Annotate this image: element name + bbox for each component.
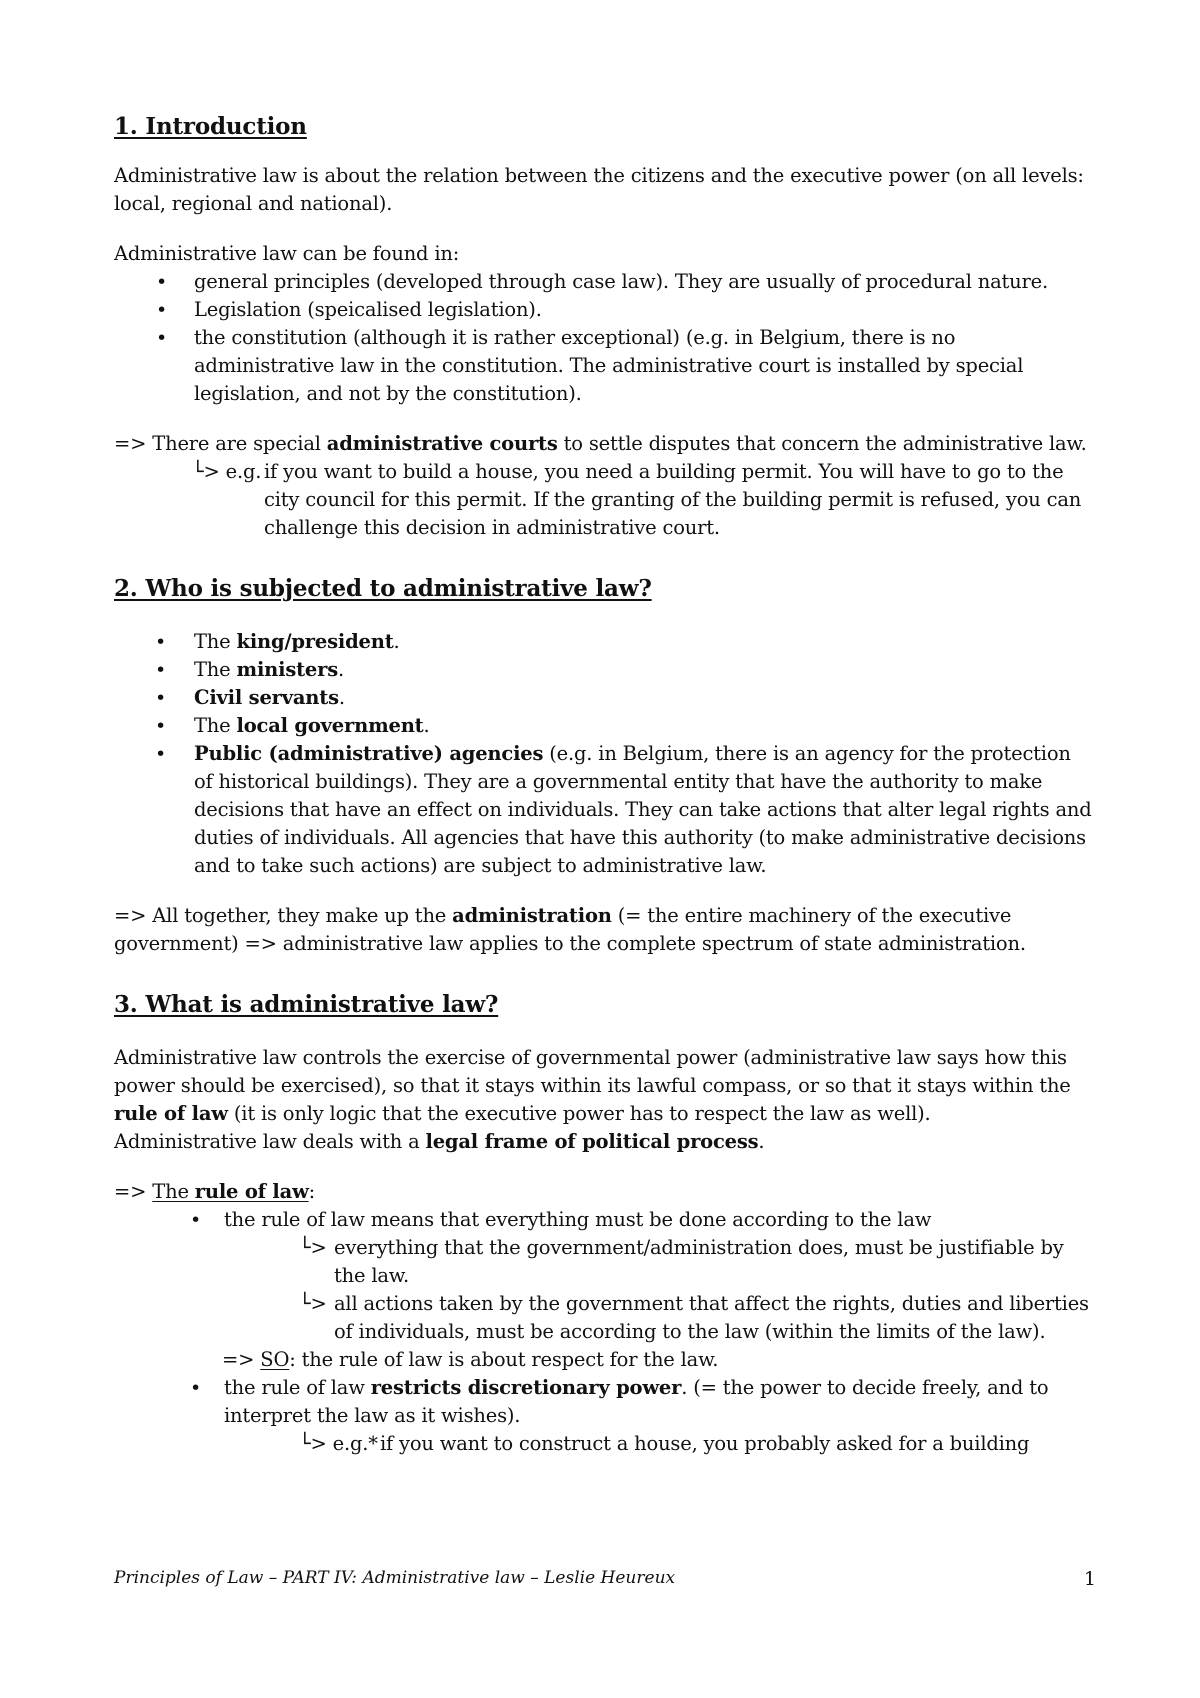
so-statement [114, 1346, 1094, 1374]
summary-statement [114, 902, 1094, 958]
sub-item-marker: └> [299, 1236, 327, 1259]
sub-item-marker: └> e.g.* [299, 1432, 378, 1455]
page-footer: Principles of Law – PART IV: Administrative law – Leslie Heureux [114, 1568, 676, 1588]
bullet-glyph: • [156, 271, 168, 293]
bullet-glyph: • [155, 631, 167, 653]
underlined-text [152, 1180, 308, 1203]
bullet-glyph: • [155, 659, 167, 681]
list-item-text: Legislation (speicalised legislation). [194, 298, 542, 321]
text-run: . [338, 658, 344, 681]
bullet-list [114, 268, 1094, 408]
paragraph: Administrative law is about the relation between the citizens and the executive power (on all levels: local, regional and national). [114, 164, 1084, 215]
bold-term: ministers [236, 658, 338, 681]
section-heading-what-is-administrative-law: 3. What is administrative law? [114, 991, 499, 1018]
list-item [114, 656, 1094, 684]
list-item [114, 712, 1094, 740]
bullet-glyph: • [190, 1209, 202, 1231]
bold-term: legal frame of political process [425, 1130, 759, 1153]
list-item [114, 740, 1094, 880]
bullet-glyph: • [155, 687, 167, 709]
sub-item [114, 1234, 1094, 1290]
bullet-glyph: • [155, 715, 167, 737]
bullet-glyph: • [156, 299, 168, 321]
arrow-statement [114, 430, 1094, 458]
sub-item-text: everything that the government/administration does, must be justifiable by the law. [334, 1236, 1064, 1287]
bold-term: local government [236, 714, 424, 737]
sub-item [114, 1430, 1094, 1458]
bullet-list [114, 1206, 1094, 1234]
section-heading-who-is-subjected: 2. Who is subjected to administrative law? [114, 575, 652, 602]
text-run: The [152, 1180, 195, 1203]
text-run: (= the entire machinery of the executive government) => administrative law applies to the complete spectrum of state administration. [114, 904, 1026, 955]
bullet-glyph: • [190, 1377, 202, 1399]
sub-item-text: if you want to construct a house, you probably asked for a building [380, 1432, 1030, 1455]
example-marker: └> e.g. [192, 460, 262, 483]
list-item-text: the constitution (although it is rather exceptional) (e.g. in Belgium, there is no administrative law in the constitution. The administrative court is installed by special legislation, and not by the constitution). [194, 326, 1024, 405]
underlined-text: SO [260, 1348, 290, 1371]
bold-term: administrative courts [326, 432, 558, 455]
sub-item-marker: └> [299, 1292, 327, 1315]
list-item [114, 1374, 1094, 1430]
list-item [114, 268, 1094, 296]
paragraph [114, 1044, 1094, 1128]
bold-term: rule of law [194, 1180, 309, 1203]
text-run: The [194, 714, 237, 737]
page-number: 1 [1083, 1568, 1096, 1590]
bullet-glyph: • [156, 327, 168, 349]
text-run: to settle disputes that concern the administrative law. [557, 432, 1087, 455]
sub-item [114, 1290, 1094, 1346]
text-run: => All together, they make up the [114, 904, 453, 927]
text-run: The [194, 658, 237, 681]
paragraph [114, 1128, 1094, 1156]
text-run: => There are special [114, 432, 327, 455]
rule-of-law-heading [114, 1178, 1094, 1206]
bullet-glyph: • [155, 743, 167, 765]
text-run: => [222, 1348, 261, 1371]
bold-term: restricts discretionary power [370, 1376, 682, 1399]
section-heading-introduction: 1. Introduction [114, 113, 307, 140]
bold-term: administration [452, 904, 612, 927]
text-run: . [423, 714, 430, 737]
text-run: : [308, 1180, 316, 1203]
text-run: Administrative law deals with a [114, 1130, 426, 1153]
list-item [114, 296, 1094, 324]
text-run: . [393, 630, 400, 653]
text-run: => [114, 1180, 153, 1203]
text-run: . (= the power to decide freely, and to interpret the law as it wishes). [224, 1376, 1049, 1427]
text-run: : the rule of law is about respect for the law. [289, 1348, 719, 1371]
list-item-text: the rule of law means that everything must be done according to the law [224, 1208, 932, 1231]
bold-term: rule of law [114, 1102, 228, 1125]
text-run: The [194, 630, 237, 653]
text-run: the rule of law [224, 1376, 371, 1399]
example-block [114, 458, 1094, 542]
text-run: Administrative law controls the exercise of governmental power (administrative law says how this power should be exercised), so that it stays within its lawful compass, or so that it stays within the [114, 1046, 1071, 1097]
text-run: . [758, 1130, 765, 1153]
bullet-list [114, 628, 1094, 880]
list-item [114, 1206, 1094, 1234]
text-run: . [338, 686, 345, 709]
text-run: (it is only logic that the executive power has to respect the law as well). [227, 1102, 931, 1125]
text-run: (e.g. in Belgium, there is an agency for the protection of historical buildings). They are a governmental entity that have the authority to make decisions that have an effect on individuals. They can take actions that alter legal rights and duties of individuals. All agencies that have this authority (to make administrative decisions and to take such actions) are subject to administrative law. [194, 742, 1092, 877]
list-item-text: general principles (developed through case law). They are usually of procedural nature. [194, 270, 1048, 293]
bold-term: Public (administrative) agencies [194, 742, 544, 765]
bullet-list [114, 1374, 1094, 1430]
list-item [114, 684, 1094, 712]
bold-term: Civil servants [194, 686, 339, 709]
paragraph: Administrative law can be found in: [114, 242, 460, 265]
list-item [114, 324, 1094, 408]
list-item [114, 628, 1094, 656]
example-text: if you want to build a house, you need a building permit. You will have to go to the city council for this permit. If the granting of the building permit is refused, you can challenge this decision in administrative court. [264, 460, 1082, 539]
page-content [114, 110, 1094, 1458]
sub-item-text: all actions taken by the government that affect the rights, duties and liberties of individuals, must be according to the law (within the limits of the law). [334, 1292, 1089, 1343]
bold-term: king/president [236, 630, 394, 653]
